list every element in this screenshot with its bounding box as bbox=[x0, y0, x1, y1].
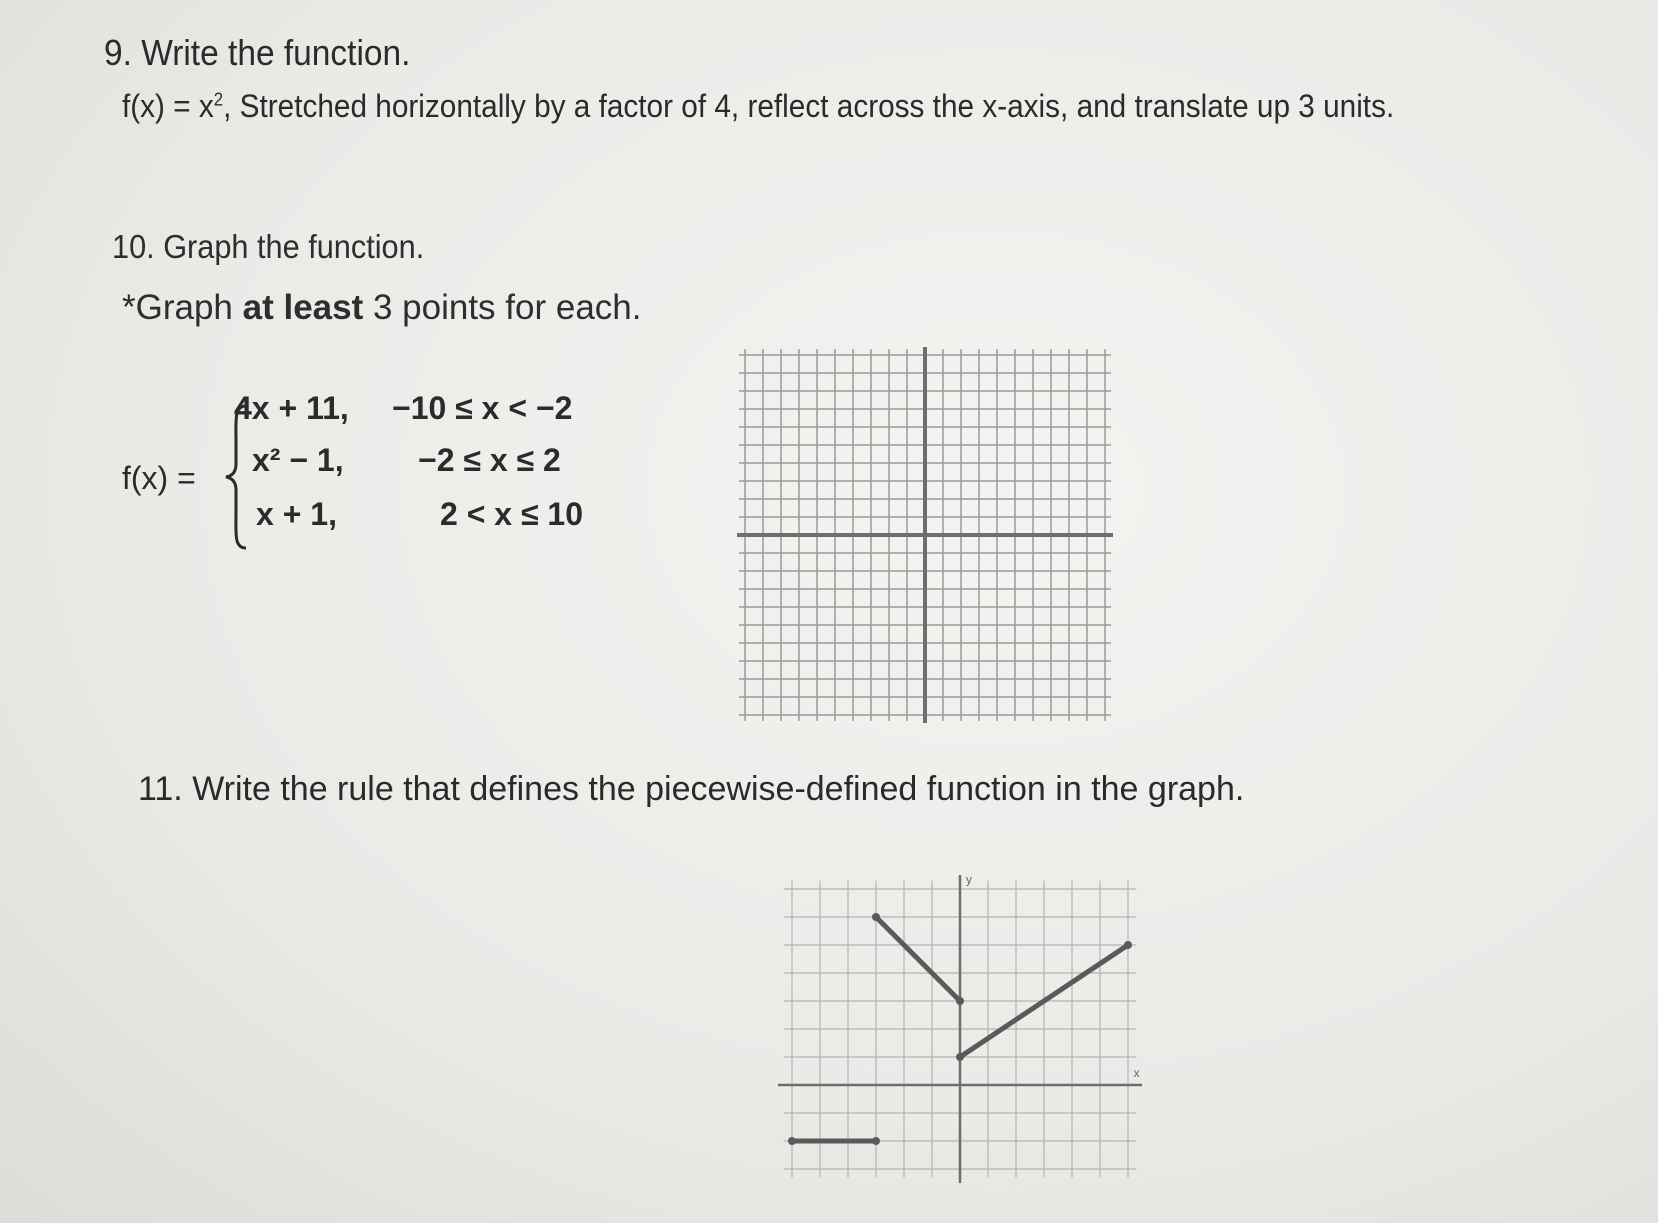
segment-1-start-point bbox=[872, 913, 880, 921]
piece-2-domain: −2 ≤ x ≤ 2 bbox=[418, 442, 561, 478]
question-10-note bbox=[122, 288, 641, 328]
graph-segment-1 bbox=[876, 917, 960, 1001]
question-9-function: f(x) = x bbox=[122, 88, 214, 124]
piece-1-expression: 4x + 11, bbox=[234, 390, 349, 426]
segment-1-end-point bbox=[956, 997, 964, 1005]
note-prefix: *Graph bbox=[122, 288, 243, 327]
y-axis-label: y bbox=[966, 872, 972, 887]
piecewise-function-graph bbox=[780, 850, 1160, 1195]
piece-3-domain: 2 < x ≤ 10 bbox=[440, 496, 583, 532]
question-9-prompt bbox=[122, 88, 1394, 125]
note-emphasis: at least bbox=[242, 288, 364, 327]
segment-3-start-point bbox=[788, 1137, 796, 1145]
note-suffix: 3 points for each. bbox=[363, 288, 642, 327]
x-axis-label: x bbox=[1133, 1066, 1140, 1080]
piece-2-expression: x² − 1, bbox=[252, 442, 344, 478]
question-9-instructions: , Stretched horizontally by a factor of 4, reflect across the x-axis, and translate up 3 units. bbox=[223, 88, 1395, 124]
segment-2-end-point bbox=[1124, 941, 1132, 949]
piece-1-domain: −10 ≤ x < −2 bbox=[392, 390, 573, 426]
segment-3-end-point bbox=[872, 1137, 880, 1145]
question-11-title: 11. Write the rule that defines the piecewise-defined function in the graph. bbox=[138, 770, 1245, 808]
question-9-title: 9. Write the function. bbox=[104, 32, 411, 73]
question-10-title: 10. Graph the function. bbox=[112, 228, 425, 265]
piece-3-expression: x + 1, bbox=[256, 496, 337, 532]
blank-coordinate-grid[interactable] bbox=[730, 340, 1120, 740]
segment-2-start-point bbox=[956, 1053, 964, 1061]
question-9-exponent: 2 bbox=[213, 89, 224, 110]
function-label: f(x) = bbox=[122, 460, 196, 496]
